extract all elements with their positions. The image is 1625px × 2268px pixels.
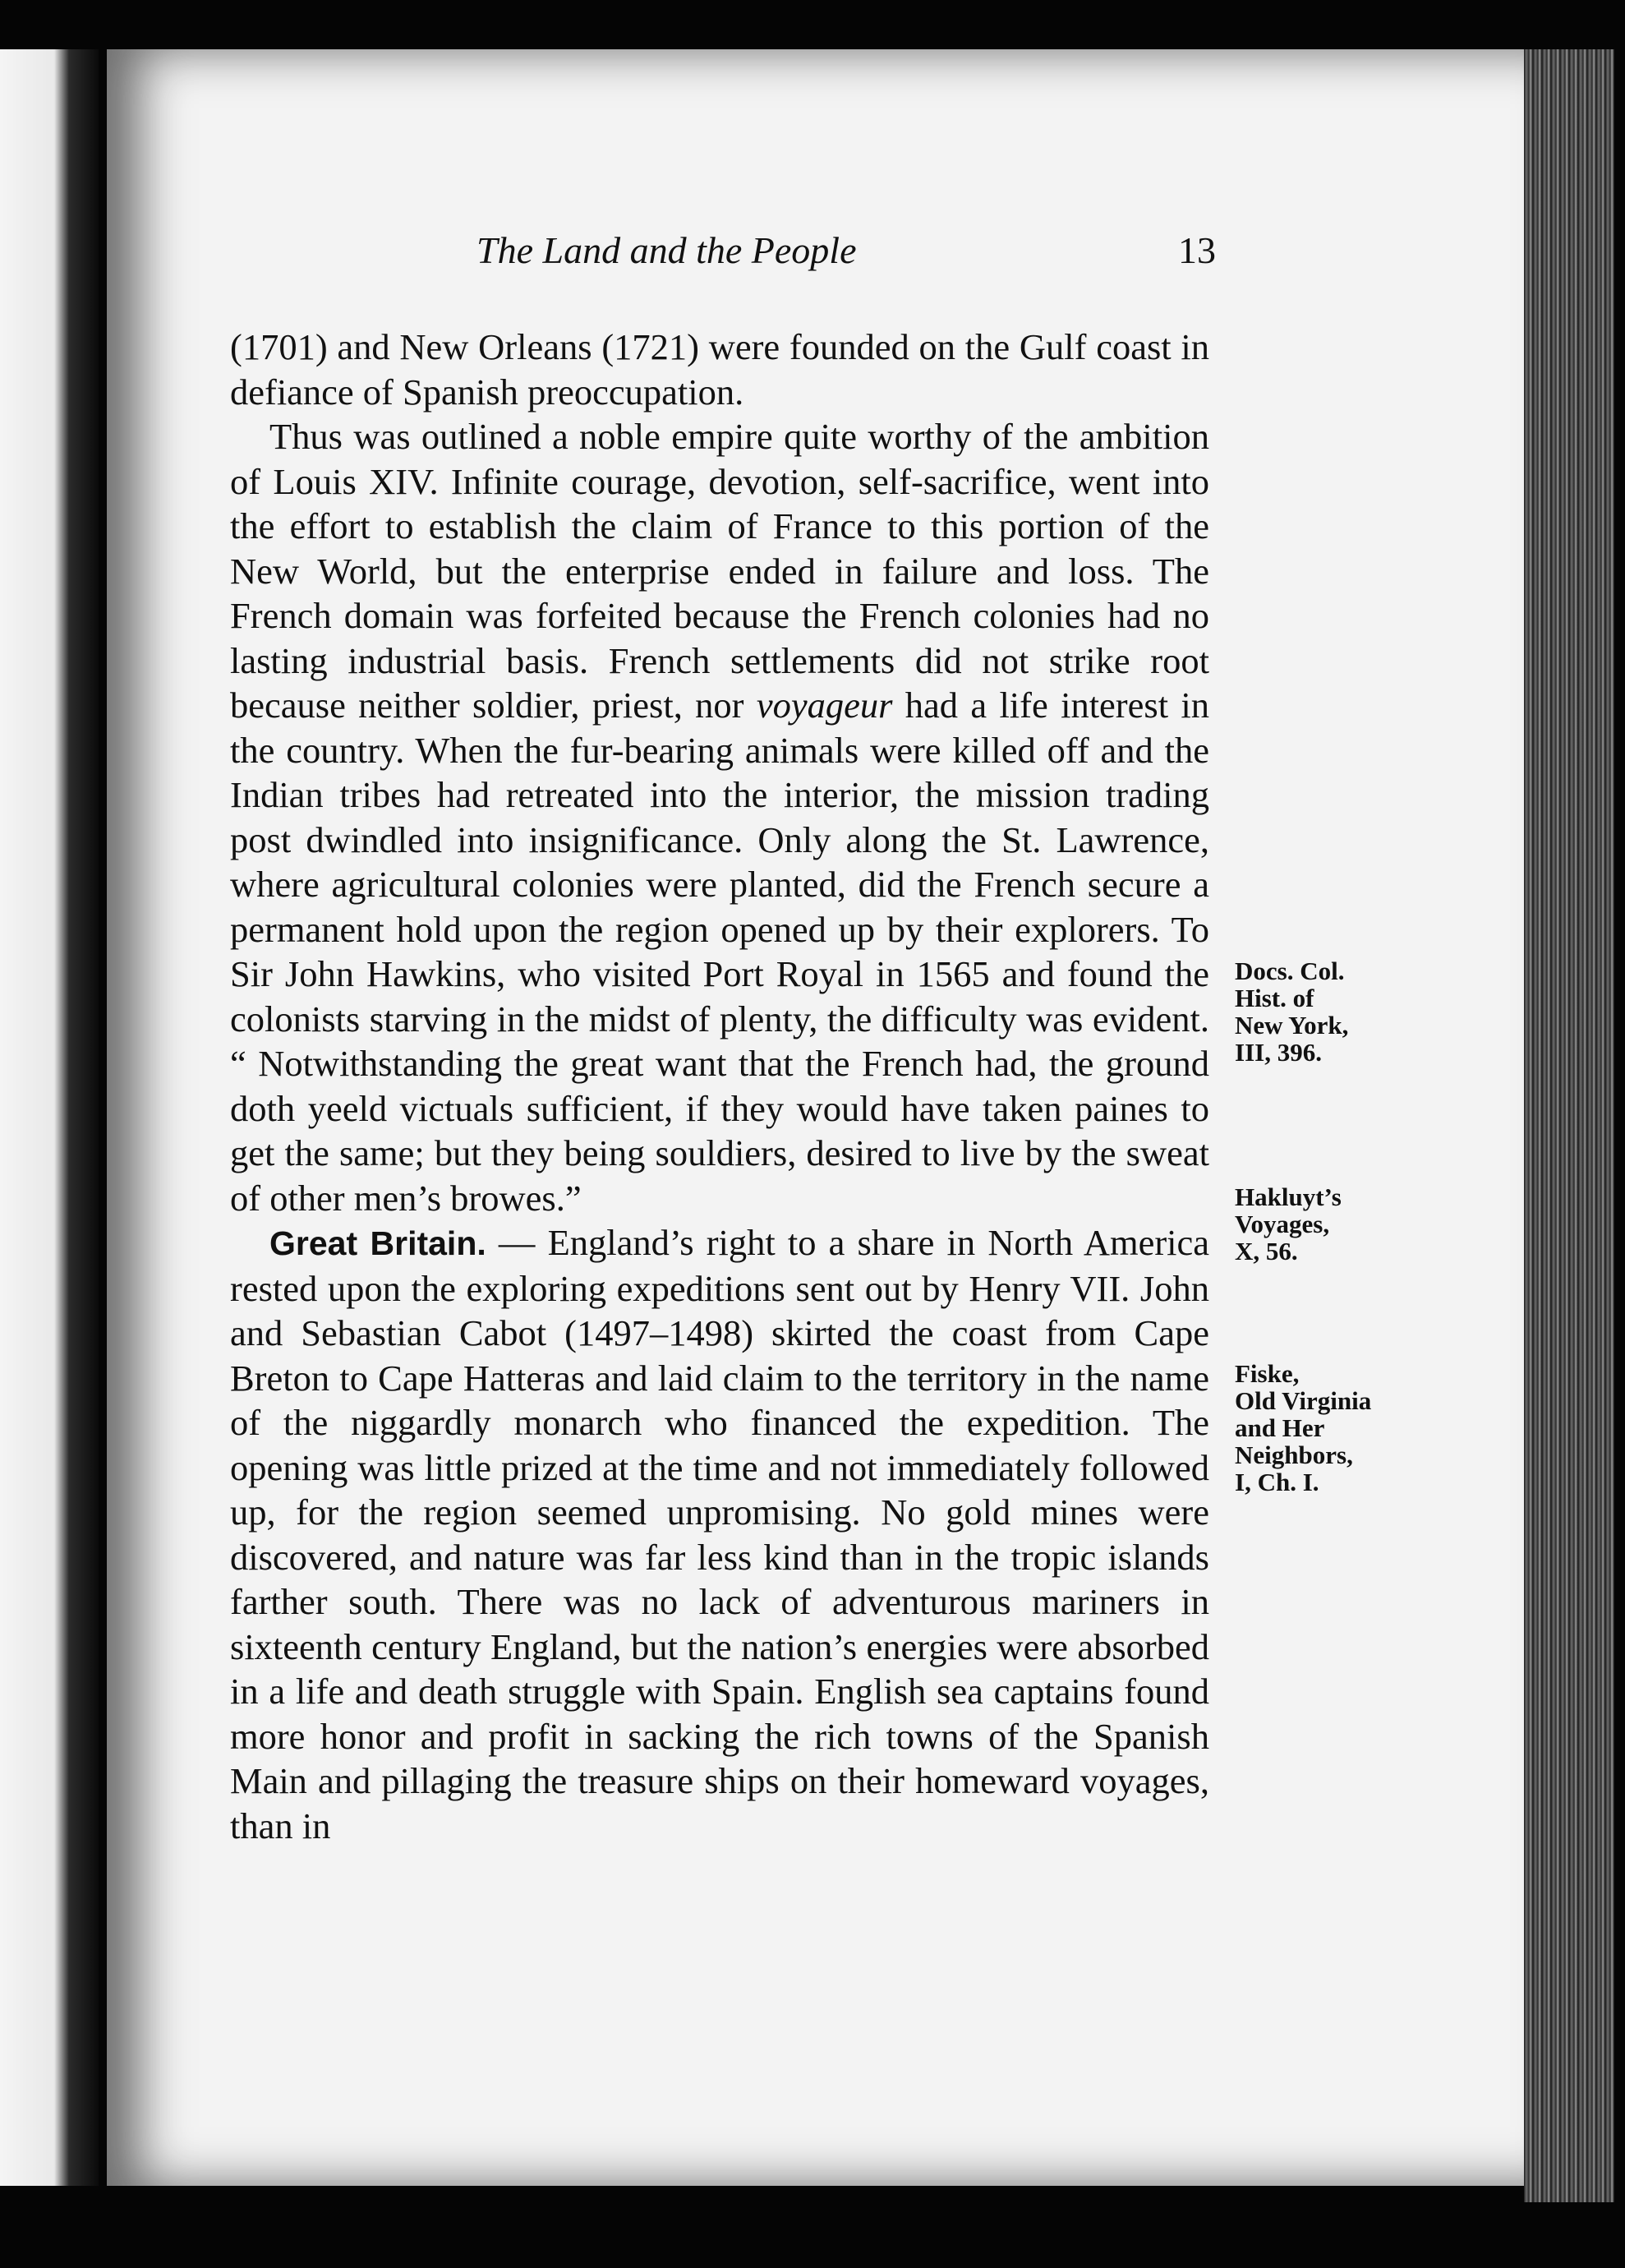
marginal-note-line: Voyages, [1235, 1210, 1330, 1238]
paragraph-text: — England’s right to a share in North America rested upon the exploring expeditions sent out by Henry VII. John and Sebastian Cabot (1497–1498) skirted the coast from Cape Breton to Cape Hatteras and laid claim to the territory in the name of the niggardly monarch who financed the expedition. The opening was little prized at the time and not immediately followed up, for the region seemed unpromising. No gold mines were discovered, and nature was far less kind than in the tropic islands farther south. There was no lack of adventurous mariners in sixteenth century England, but the nation’s energies were absorbed in a life and death struggle with Spain. English sea captains found more honor and profit in sacking the rich towns of the Spanish Main and pillaging the treasure ships on their homeward voyages, than in [230, 1222, 1210, 1846]
page-stack-edge [1524, 49, 1614, 2202]
marginal-note-line: Old Virginia [1235, 1386, 1372, 1415]
paragraph-text: (1701) and New Orleans (1721) were founded on the Gulf coast in defiance of Spanish preoccupation. [230, 326, 1209, 413]
marginal-note-line: Neighbors, [1235, 1441, 1353, 1469]
paragraph-text: Thus was outlined a noble empire quite worthy of the ambition of Louis XIV. Infinite courage, devotion, self-sacrifice, went into the effort to establish the claim of France to this portion of the New World, but the enterprise ended in failure and loss. The French domain was forfeited because the French colonies had no lasting industrial basis. French settlements did not strike root because neither soldier, priest, nor [230, 416, 1209, 726]
marginal-note-line: New York, [1235, 1011, 1349, 1040]
marginal-note-line: Hakluyt’s [1235, 1182, 1342, 1211]
body-text [230, 325, 1209, 1848]
section-heading: Great Britain. [269, 1224, 486, 1262]
running-head-title: The Land and the People [476, 229, 857, 271]
marginal-note-line: I, Ch. I. [1235, 1468, 1319, 1496]
left-page-edge [0, 49, 99, 2186]
marginal-note [1235, 1183, 1424, 1265]
paragraph [230, 1220, 1209, 1848]
page-number: 13 [1178, 229, 1216, 271]
marginal-note-line: and Her [1235, 1413, 1325, 1442]
running-head [476, 228, 1216, 286]
marginal-note-line: Hist. of [1235, 984, 1314, 1012]
marginal-note-line: X, 56. [1235, 1237, 1298, 1265]
marginal-note [1235, 957, 1424, 1066]
paragraph [230, 414, 1209, 1220]
italic-term: voyageur [756, 685, 893, 726]
marginal-note [1235, 1360, 1424, 1496]
marginal-note-line: III, 396. [1235, 1038, 1322, 1067]
paragraph-text: had a life interest in the country. When the fur-bearing animals were killed off and the Indian tribes had retreated into the interior, the mission trading post dwindled into insignificance. Only along the St. Lawrence, where agricultural colonies were planted, did the French secure a permanent hold upon the region opened up by their explorers. To Sir John Hawkins, who visited Port Royal in 1565 and found the colonists starving in the midst of plenty, the difficulty was evident. “ Notwithstanding the great want that the French had, the ground doth yeeld victuals sufficient, if they would have taken paines to get the same; but they being souldiers, desired to live by the sweat of other men’s browes.” [230, 685, 1210, 1219]
marginal-note-line: Docs. Col. [1235, 957, 1345, 985]
marginal-note-line: Fiske, [1235, 1359, 1300, 1388]
paragraph [230, 325, 1209, 414]
